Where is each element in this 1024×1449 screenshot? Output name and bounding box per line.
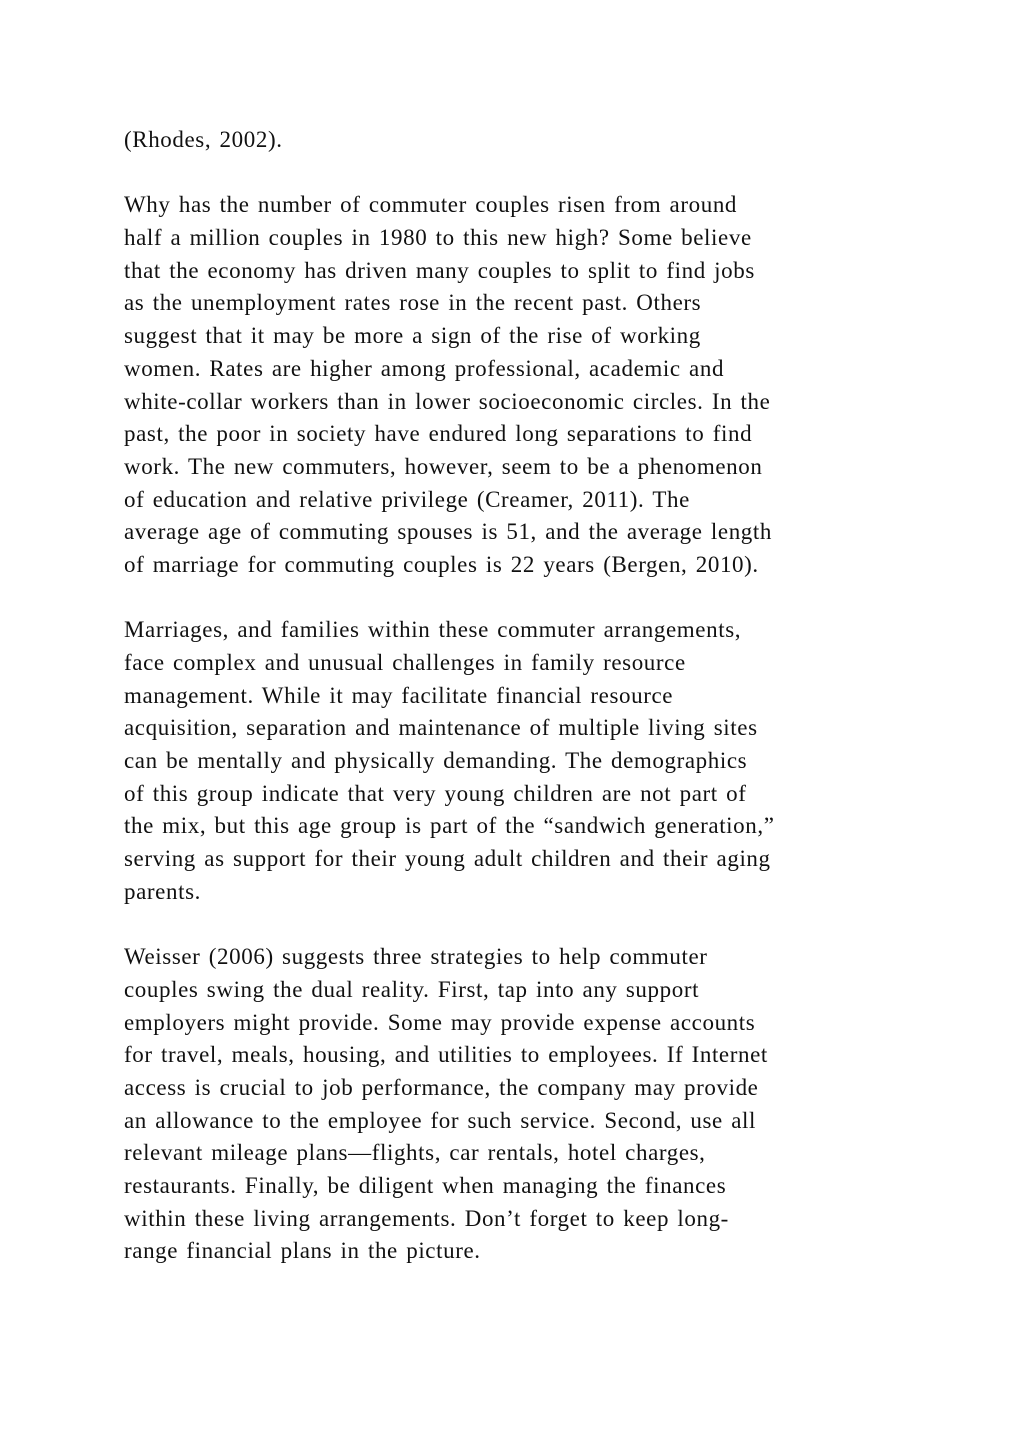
text-line: as the unemployment rates rose in the recent past. Others bbox=[124, 290, 702, 316]
text-line: parents. bbox=[124, 878, 201, 904]
text-line: serving as support for their young adult children and their aging bbox=[124, 846, 771, 872]
text-line: half a million couples in 1980 to this new high? Some believe bbox=[124, 225, 752, 251]
paragraph-strategies bbox=[124, 941, 904, 1268]
text-line: white-collar workers than in lower socioeconomic circles. In the bbox=[124, 388, 771, 414]
text-line: (Rhodes, 2002). bbox=[124, 127, 283, 152]
text-line: of education and relative privilege (Creamer, 2011). The bbox=[124, 486, 690, 512]
paragraph-spacer bbox=[124, 157, 904, 190]
text-line: acquisition, separation and maintenance of multiple living sites bbox=[124, 715, 758, 741]
text-line: that the economy has driven many couples to split to find jobs bbox=[124, 257, 755, 283]
text-line: work. The new commuters, however, seem to be a phenomenon bbox=[124, 453, 763, 479]
text-line: suggest that it may be more a sign of the rise of working bbox=[124, 323, 701, 349]
text-line: Marriages, and families within these commuter arrangements, bbox=[124, 617, 742, 643]
text-line: past, the poor in society have endured long separations to find bbox=[124, 421, 753, 447]
paragraph-citation bbox=[124, 124, 904, 157]
text-line: couples swing the dual reality. First, tap into any support bbox=[124, 976, 700, 1002]
text-line: average age of commuting spouses is 51, and the average length bbox=[124, 519, 772, 545]
text-line: of marriage for commuting couples is 22 years (Bergen, 2010). bbox=[124, 551, 759, 577]
text-line: women. Rates are higher among professional, academic and bbox=[124, 355, 725, 381]
text-line: restaurants. Finally, be diligent when managing the finances bbox=[124, 1173, 727, 1198]
body-text bbox=[124, 124, 904, 1268]
paragraph-spacer bbox=[124, 909, 904, 942]
text-line: relevant mileage plans—flights, car rentals, hotel charges, bbox=[124, 1140, 706, 1166]
text-line: face complex and unusual challenges in family resource bbox=[124, 650, 686, 675]
paragraph-commuter-couples bbox=[124, 189, 904, 581]
text-line: of this group indicate that very young children are not part of bbox=[124, 780, 747, 806]
text-line: range financial plans in the picture. bbox=[124, 1238, 481, 1264]
text-line: can be mentally and physically demanding. The demographics bbox=[124, 748, 748, 774]
text-line: within these living arrangements. Don’t forget to keep long- bbox=[124, 1205, 729, 1231]
text-line: Why has the number of commuter couples risen from around bbox=[124, 192, 738, 218]
text-line: the mix, but this age group is part of the “sandwich generation,” bbox=[124, 813, 775, 839]
text-line: Weisser (2006) suggests three strategies to help commuter bbox=[124, 944, 708, 970]
text-line: access is crucial to job performance, the company may provide bbox=[124, 1074, 759, 1100]
paragraph-challenges bbox=[124, 614, 904, 908]
text-line: an allowance to the employee for such service. Second, use all bbox=[124, 1107, 756, 1133]
text-line: employers might provide. Some may provide expense accounts bbox=[124, 1009, 756, 1035]
paragraph-spacer bbox=[124, 582, 904, 615]
text-line: for travel, meals, housing, and utilities to employees. If Internet bbox=[124, 1042, 768, 1068]
text-line: management. While it may facilitate financial resource bbox=[124, 682, 674, 708]
